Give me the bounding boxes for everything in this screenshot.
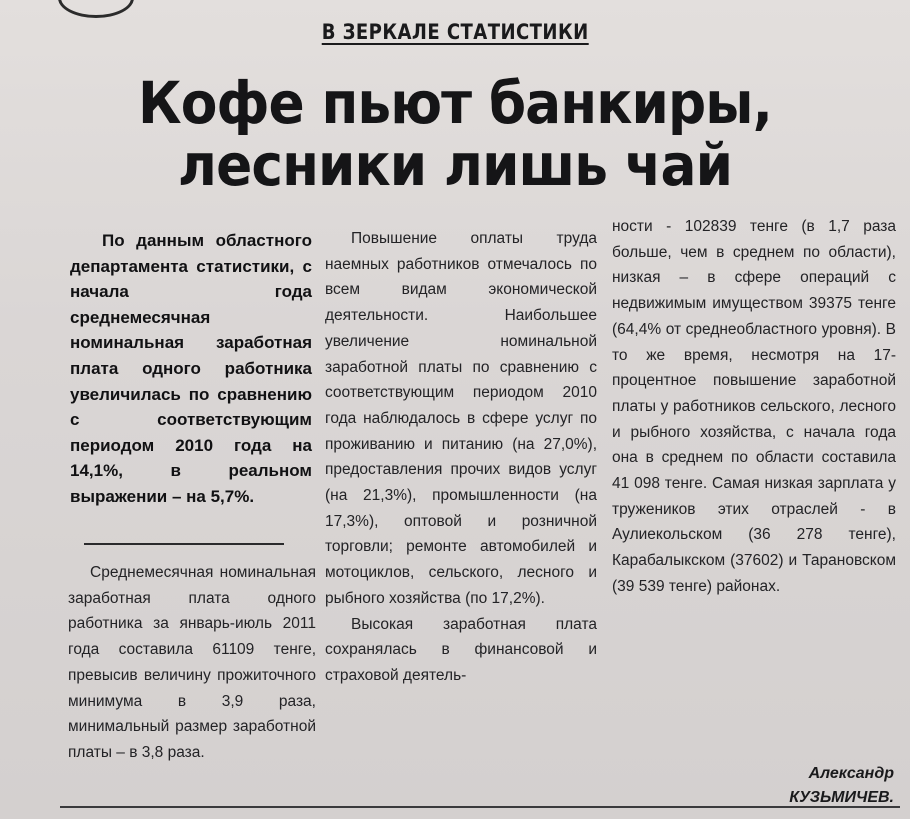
column-3: ности - 102839 тенге (в 1,7 раза больше, чем в среднем по области), низкая – в сфере операций с недвижимым имуществом 39375 тенге (64,4% от среднеобластного уровня). В то же время, несмотря на 17-процентное повышение заработной платы у работников сельского, лесного и рыбного хозяйства, с начала года она в среднем по области составила 41 098 тенге. Самая низкая зарплата у тружеников этих отраслей - в Аулиекольском (36 278 тенге), Карабалыкском (37602) и Тарановском (39 539 тенге) районах. [612, 218, 896, 595]
author-first-name: Александр [808, 765, 894, 782]
column-2 [325, 226, 597, 689]
section-rubric [0, 20, 910, 44]
lead-divider [84, 543, 284, 545]
column-2-paragraph-1: Повышение оплаты труда наемных работников отмечалось по всем видам экономической деятельности. Наибольшее увеличение номинальной заработной платы по сравнению с соответствующим периодом 2010 года наблюдалось в сфере услуг по проживанию и питанию (на 27,0%), предоставления прочих видов услуг (на 21,3%), промышленности (на 17,3%), оптовой и розничной торговли; ремонте автомобилей и мотоциклов, сельского, лесного и рыбного хозяйства (по 17,2%). [325, 230, 597, 607]
decorative-ring [58, 0, 134, 18]
column-1-body: Среднемесячная номинальная заработная плата одного работника за январь-июль 2011 года составила 61109 тенге, превысив величину прожиточного минимума в 3,9 раза, минимальный размер заработной платы – в 3,8 раза. [68, 564, 316, 761]
headline-line-1: Кофе пьют банкиры, [138, 69, 772, 137]
column-2-paragraph-2: Высокая заработная плата сохранялась в финансовой и страховой деятель- [325, 615, 597, 684]
headline-line-2: лесники лишь чай [177, 131, 733, 199]
article-headline [0, 69, 910, 199]
bottom-divider [60, 806, 900, 808]
rubric-title: В ЗЕРКАЛЕ СТАТИСТИКИ [321, 20, 589, 44]
author-signature [789, 762, 894, 810]
lead-paragraph: По данным областного департамента статистики, с начала года среднемесячная номинальная заработная плата одного работника увеличилась по сравнению с соответствующим периодом 2010 года на 14,1%, в реальном выражении – на 5,7%. [70, 231, 312, 506]
author-last-name: КУЗЬМИЧЕВ. [789, 789, 894, 806]
